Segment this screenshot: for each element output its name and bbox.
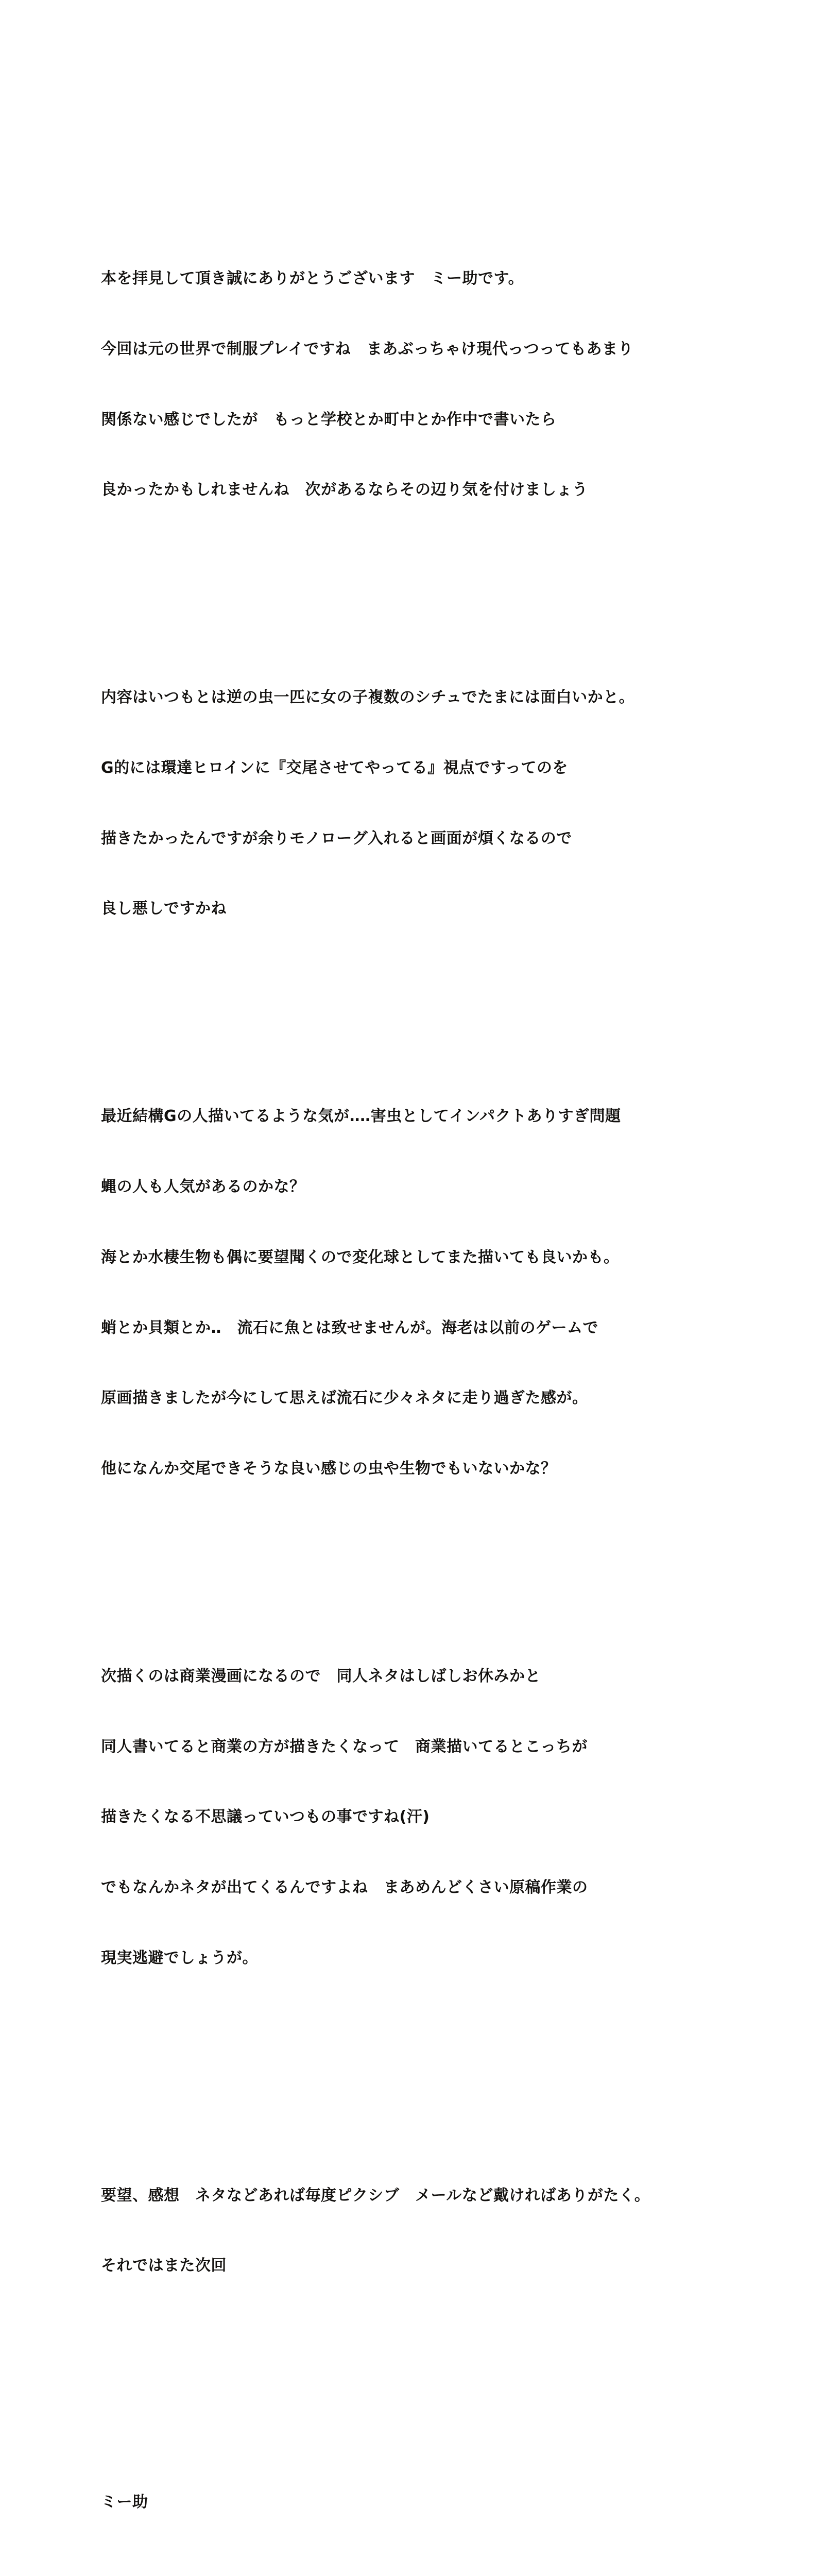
- text-line: 原画描きましたが今にして思えば流石に少々ネタに走り過ぎた感が。: [101, 1389, 588, 1408]
- paragraph-signature: [101, 2444, 709, 2561]
- afterword-body: [101, 149, 709, 2576]
- text-line: 要望、感想 ネタなどあれば毎度ピクシブ メールなど戴ければありがたく。: [101, 2186, 650, 2205]
- text-line: 海とか水棲生物も偶に要望聞くので変化球としてまた描いても良いかも。: [101, 1248, 620, 1266]
- text-line: でもなんかネタが出てくるんですよね まあめんどくさい原稿作業の: [101, 1878, 588, 1897]
- text-line: 今回は元の世界で制服プレイですね まあぶっちゃけ現代っつってもあまり: [101, 340, 633, 358]
- paragraph-insect-notes: [101, 1058, 709, 1528]
- paragraph-next-work: [101, 1618, 709, 2017]
- text-line: 最近結構Gの人描いてるような気が‥‥害虫としてインパクトありすぎ問題: [101, 1107, 621, 1126]
- text-line: 良かったかもしれませんね 次があるならその辺り気を付けましょう: [101, 481, 588, 499]
- paragraph-content-notes: [101, 639, 709, 968]
- author-signature: ミー助: [101, 2493, 148, 2512]
- text-line: 良し悪しですかね: [101, 900, 227, 918]
- text-line: それではまた次回: [101, 2257, 227, 2275]
- text-line: 現実逃避でしょうが。: [101, 1948, 258, 1967]
- text-line: 同人書いてると商業の方が描きたくなって 商業描いてるとこっちが: [101, 1737, 588, 1756]
- text-line: 本を拝見して頂き誠にありがとうございます ミー助です。: [101, 269, 524, 287]
- text-line: 描きたかったんですが余りモノローグ入れると画面が煩くなるので: [101, 829, 572, 848]
- text-line: 蛸とか貝類とか‥ 流石に魚とは致せませんが。海老は以前のゲームで: [101, 1318, 599, 1337]
- paragraph-greeting: [101, 220, 709, 549]
- text-line: 内容はいつもとは逆の虫一匹に女の子複数のシチュでたまには面白いかと。: [101, 688, 635, 707]
- paragraph-closing: [101, 2137, 709, 2325]
- text-line: 他になんか交尾できそうな良い感じの虫や生物でもいないかな？: [101, 1460, 557, 1478]
- text-line: 関係ない感じでしたが もっと学校とか町中とか作中で書いたら: [101, 410, 557, 429]
- text-line: 蝿の人も人気があるのかな？: [101, 1177, 305, 1196]
- text-line: G的には環達ヒロインに『交尾させてやってる』視点ですってのを: [101, 758, 568, 777]
- text-line: 描きたくなる不思議っていつもの事ですね(汗): [101, 1808, 430, 1826]
- text-line: 次描くのは商業漫画になるので 同人ネタはしばしお休みかと: [101, 1667, 541, 1685]
